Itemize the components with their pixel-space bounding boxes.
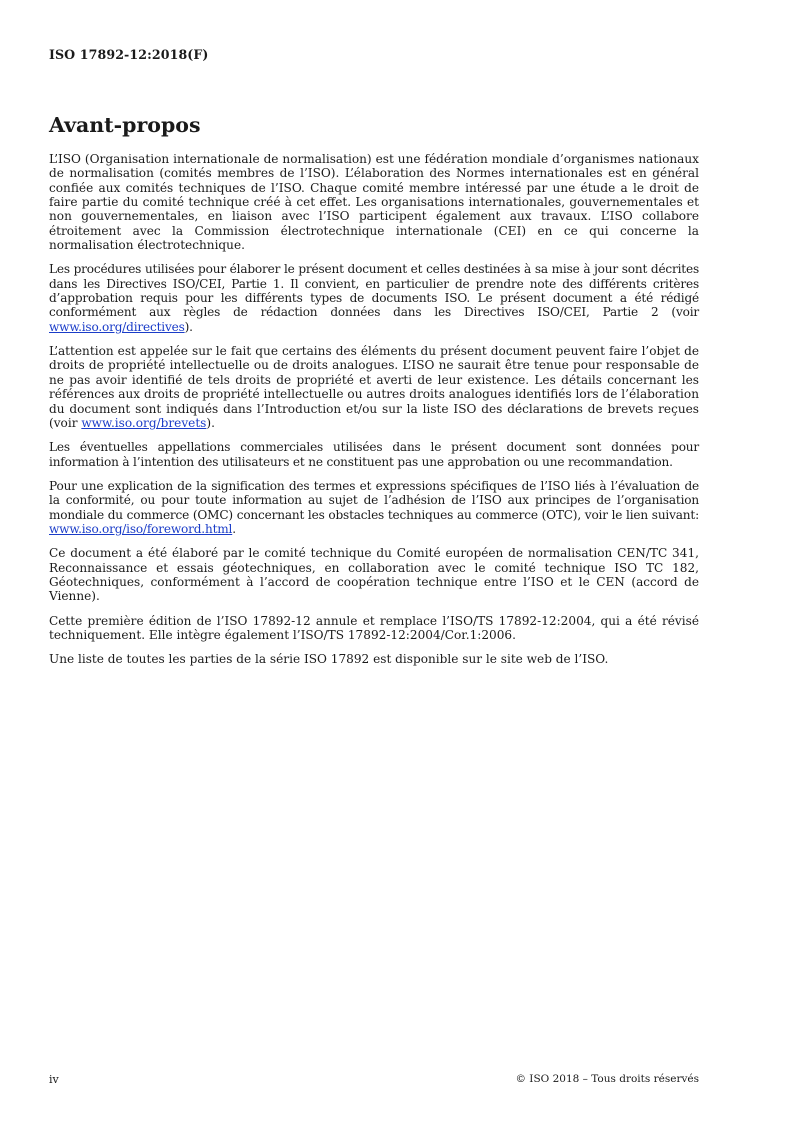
foreword-link[interactable]: www.iso.org/iso/foreword.html [49,521,233,536]
directives-link[interactable]: www.iso.org/directives [49,319,185,334]
paragraph-conformity-end: . [232,521,236,536]
paragraph-committee: Ce document a été élaboré par le comité technique du Comité européen de normalisation CEN/TC 341, Reconnaissance et essais géotechniques, en collaboration avec le comité technique ISO TC 182, Géotechniques, conformément à l’accord de coopération technique entre l’ISO et le CEN (accord de Vienne). [49,546,699,604]
paragraph-patent-rights [49,344,699,430]
paragraph-patent-rights-text: L’attention est appelée sur le fait que certains des éléments du présent document peuvent faire l’objet de droits de propriété intellectuelle ou de droits analogues. L’ISO ne saurait être tenue pour responsable de ne pas avoir identifié de tels droits de propriété et averti de leur existence. Les détails concernant les références aux droits de propriété intellectuelle ou autres droits analogues identifiés lors de l’élaboration du document sont indiqués dans l’Introduction et/ou sur la liste ISO des déclarations de brevets reçues (voir [49,344,699,430]
paragraph-procedures-text: Les procédures utilisées pour élaborer le présent document et celles destinées à sa mise à jour sont décrites dans les Directives ISO/CEI, Partie 1. Il convient, en particulier de prendre note des différents critères d’approbation requis pour les différents types de documents ISO. Le présent document a été rédigé conformément aux règles de rédaction données dans les Directives ISO/CEI, Partie 2 (voir [49,262,699,320]
paragraph-series: Une liste de toutes les parties de la série ISO 17892 est disponible sur le site web de l’ISO. [49,652,609,667]
paragraph-edition: Cette première édition de l’ISO 17892-12 annule et remplace l’ISO/TS 17892-12:2004, qui a été révisé techniquement. Elle intègre également l’ISO/TS 17892-12:2004/Cor.1:2006. [49,613,699,642]
paragraph-trade-names: Les éventuelles appellations commerciales utilisées dans le présent document sont données pour information à l’intention des utilisateurs et ne constituent pas une approbation ou une recommandation. [49,440,699,469]
patents-link[interactable]: www.iso.org/brevets [81,415,207,430]
page-title: Avant-propos [49,113,201,137]
copyright-notice: © ISO 2018 – Tous droits réservés [515,1073,699,1085]
document-id: ISO 17892-12:2018(F) [49,47,209,62]
document-body [49,152,699,677]
paragraph-patent-rights-end: ). [206,415,215,430]
paragraph-organization: L’ISO (Organisation internationale de normalisation) est une fédération mondiale d’organismes nationaux de normalisation (comités membres de l’ISO). L’élaboration des Normes internationales est en général confiée aux comités techniques de l’ISO. Chaque comité membre intéressé par une étude a le droit de faire partie du comité technique créé à cet effet. Les organisations internationales, gouvernementales et non gouvernementales, en liaison avec l’ISO participent également aux travaux. L’ISO collabore étroitement avec la Commission électrotechnique internationale (CEI) en ce qui concerne la normalisation électrotechnique. [49,152,699,253]
page-number: iv [49,1073,59,1086]
paragraph-conformity-text: Pour une explication de la signification des termes et expressions spécifiques de l’ISO liés à l’évaluation de la conformité, ou pour toute information au sujet de l’adhésion de l’ISO aux principes de l’organisation mondiale du commerce (OMC) concernant les obstacles techniques au commerce (OTC), voir le lien suivant: [49,478,699,522]
paragraph-procedures-end: ). [184,319,193,334]
paragraph-procedures [49,262,699,334]
paragraph-conformity [49,479,699,536]
